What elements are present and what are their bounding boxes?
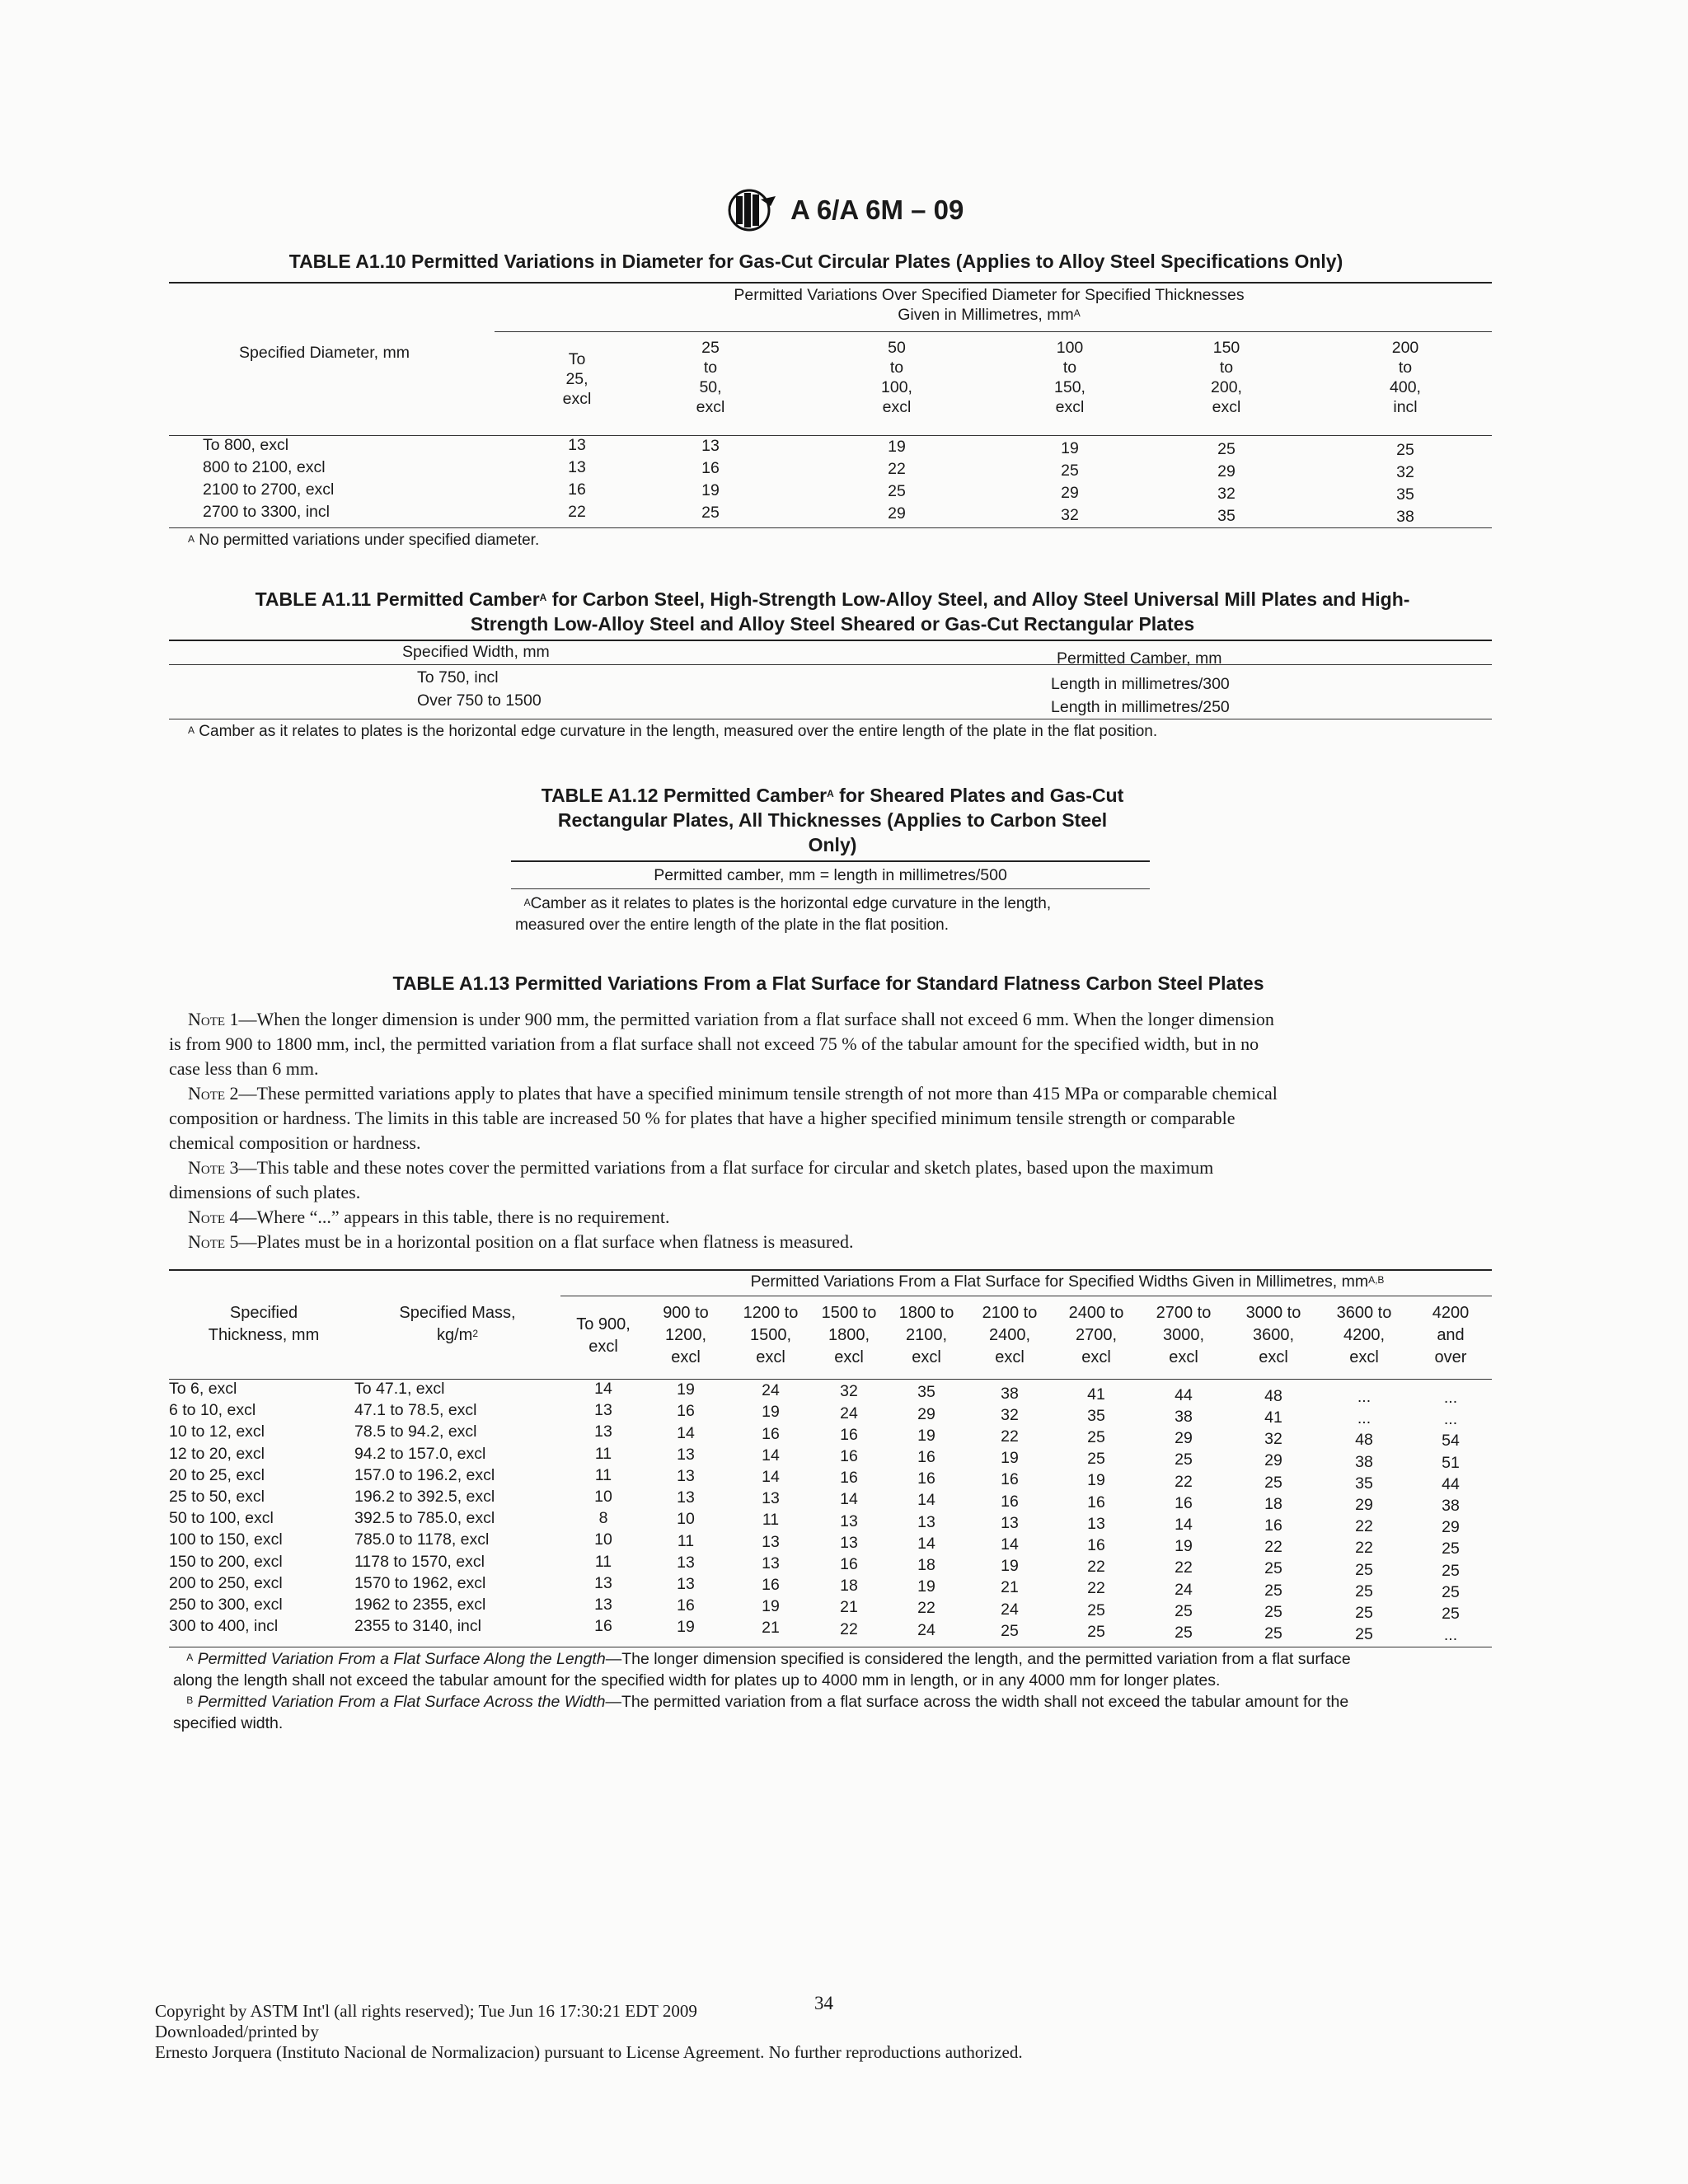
t13-cell: 29 <box>1175 1429 1193 1448</box>
t13-cell: 16 <box>917 1469 935 1488</box>
t13-width-header: 1200 to <box>743 1304 799 1322</box>
t13-note-text: is from 900 to 1800 mm, incl, the permitted variation from a flat surface shall not exceed 75 % of the tabular amount for the specified width, but in no <box>169 1033 1259 1054</box>
t13-cell: 13 <box>594 1573 612 1592</box>
t13-cell: 25 <box>1087 1601 1105 1619</box>
t13-width-header: and <box>1437 1326 1465 1344</box>
t13-cell: 16 <box>1087 1493 1105 1511</box>
t13-cell: 25 <box>1264 1624 1282 1643</box>
t13-cell: 19 <box>1001 1557 1019 1576</box>
t13-cell: 11 <box>677 1531 695 1550</box>
page-number: 34 <box>814 1993 833 2013</box>
t13-cell: 25 <box>1001 1621 1019 1640</box>
t13-cell: 16 <box>840 1554 858 1573</box>
t10-cell: 32 <box>1396 463 1414 481</box>
t13-width-header: 2400, <box>988 1326 1031 1344</box>
t13-cell: ... <box>1357 1409 1372 1428</box>
t13-cell: 22 <box>1087 1579 1105 1598</box>
t13-note-text: —Plates must be in a horizontal position on a flat surface when flatness is measured. <box>238 1231 854 1252</box>
t13-thickness-cell: 20 to 25, excl <box>169 1465 265 1484</box>
t10-row-label: 800 to 2100, excl <box>203 458 326 476</box>
standard-designation: A 6/A 6M – 09 <box>790 194 964 225</box>
t13-cell: 11 <box>594 1552 612 1571</box>
t13-cell: 22 <box>1175 1558 1193 1577</box>
t10-column-header: 400, <box>1390 378 1421 396</box>
t10-column-header: 100, <box>881 378 912 396</box>
t13-cell: 29 <box>917 1404 935 1423</box>
t10-cell: 32 <box>1061 505 1079 524</box>
t13-note-line <box>169 1057 1496 1081</box>
t13-thickness-cell: 150 to 200, excl <box>169 1552 283 1571</box>
t13-cell: 24 <box>917 1620 935 1639</box>
t13-note-label: Note 1 <box>188 1009 239 1029</box>
t13-width-header: 2700 to <box>1156 1304 1212 1322</box>
t13-cell: 14 <box>677 1423 695 1442</box>
t13-note-text: —These permitted variations apply to plates that have a specified minimum tensile strength of not more than 415 MPa or comparable chemical <box>238 1083 1278 1104</box>
t13-width-header: excl <box>588 1338 618 1356</box>
t10-cell: 35 <box>1217 506 1236 525</box>
t10-cell: 35 <box>1396 485 1414 504</box>
t13-cell: 25 <box>1355 1560 1373 1579</box>
t13-cell: 13 <box>840 1533 858 1552</box>
t10-cell: 25 <box>888 482 906 501</box>
t10-column-header: excl <box>1212 398 1241 416</box>
t13-width-header: excl <box>1081 1348 1111 1366</box>
t13-mass-cell: 785.0 to 1178, excl <box>354 1530 490 1549</box>
t13-thickness-cell: 300 to 400, incl <box>169 1617 279 1636</box>
t13-thickness-cell: 50 to 100, excl <box>169 1509 274 1528</box>
t13-note-line <box>169 1131 1496 1155</box>
t13-cell: 25 <box>1175 1601 1193 1620</box>
t13-width-header: 1800 to <box>898 1304 954 1322</box>
t13-cell: 16 <box>762 1424 780 1443</box>
t13-cell: 24 <box>762 1381 780 1400</box>
t13-cell: 13 <box>762 1554 780 1572</box>
t13-cell: 22 <box>1001 1427 1019 1446</box>
t13-cell: 10 <box>594 1530 612 1549</box>
t13-cell: 22 <box>1175 1472 1193 1491</box>
t10-cell: 38 <box>1396 508 1414 526</box>
t13-note-text: chemical composition or hardness. <box>169 1132 421 1153</box>
t13-width-header: excl <box>912 1348 941 1366</box>
t13-cell: 41 <box>1264 1408 1282 1427</box>
t13-cell: 19 <box>1001 1449 1019 1468</box>
table-a1-12-title: TABLE A1.12 Permitted Camber$^A$ for Sheared Plates and Gas-Cut Rectangular Plates, All Thicknesses (Applies to Carbon Steel Only) <box>541 785 1124 855</box>
t13-width-header: excl <box>756 1348 785 1366</box>
t13-cell: 16 <box>1087 1536 1105 1554</box>
t13-cell: 16 <box>677 1596 695 1615</box>
t10-row-label: 2700 to 3300, incl <box>203 503 330 521</box>
t13-cell: 25 <box>1264 1581 1282 1600</box>
t13-cell: 38 <box>1001 1384 1019 1403</box>
t13-cell: 51 <box>1442 1453 1460 1472</box>
t13-cell: 38 <box>1442 1497 1460 1515</box>
t13-cell: 25 <box>1175 1451 1193 1469</box>
t13-mass-cell: 392.5 to 785.0, excl <box>354 1509 495 1528</box>
t13-cell: 19 <box>917 1426 935 1445</box>
t13-cell: 54 <box>1442 1432 1460 1451</box>
t13-cell: 41 <box>1087 1385 1105 1404</box>
t13-cell: 16 <box>594 1617 612 1636</box>
t13-mass-cell: 196.2 to 392.5, excl <box>354 1488 495 1506</box>
t13-thickness-cell: 200 to 250, excl <box>169 1573 283 1592</box>
t13-note-line <box>188 1155 1515 1180</box>
t13-width-header: 3000, <box>1162 1326 1205 1344</box>
t13-cell: 13 <box>762 1532 780 1551</box>
t13-cell: 25 <box>1087 1622 1105 1641</box>
t10-column-header: excl <box>562 390 592 408</box>
t13-cell: 16 <box>1001 1470 1019 1489</box>
t13-mass-cell: 78.5 to 94.2, excl <box>354 1422 477 1441</box>
t13-thickness-cell: 250 to 300, excl <box>169 1596 283 1614</box>
t13-cell: 18 <box>917 1556 935 1574</box>
t13-footnote-a: $^A$ Permitted Variation From a Flat Surface Along the Length—The longer dimension specified is considered the length, and the permitted variation from a flat surface along the length shall not exceed the tabular amount for the specified width for plates up to 4000 mm in length, or in any 4000 mm for longer plates. $^B$ Permitted Variation From a Flat Surface Across the Width—The permitted variation from a flat surface across the width shall not exceed the tabular amount for the specified width. <box>173 1650 1351 1732</box>
t13-cell: 25 <box>1087 1428 1105 1446</box>
t13-note-text: composition or hardness. The limits in this table are increased 50 % for plates that have a higher specified minimum tensile strength or comparable <box>169 1108 1236 1128</box>
t10-column-header: excl <box>696 398 725 416</box>
t13-cell: 10 <box>677 1510 695 1529</box>
t10-column-header: 50, <box>699 378 722 396</box>
t10-footnote: $^A$ No permitted variations under specified diameter. <box>188 532 540 549</box>
t13-cell: 13 <box>677 1445 695 1464</box>
table-a1-10-title: TABLE A1.10 Permitted Variations in Diameter for Gas-Cut Circular Plates (Applies to Alloy Steel Specifications Only) <box>288 251 1343 272</box>
t13-cell: 38 <box>1175 1407 1193 1426</box>
t13-cell: 32 <box>840 1382 858 1401</box>
t13-cell: ... <box>1357 1387 1372 1406</box>
t11-row1-width: To 750, incl <box>417 668 499 687</box>
t13-cell: 22 <box>1087 1558 1105 1577</box>
t10-column-header: 50 <box>888 339 906 357</box>
t13-cell: 16 <box>840 1425 858 1444</box>
t13-cell: 16 <box>677 1402 695 1421</box>
t13-cell: 25 <box>1087 1450 1105 1469</box>
t10-cell: 25 <box>1396 441 1414 459</box>
t13-cell: 25 <box>1264 1559 1282 1578</box>
t13-cell: 32 <box>1001 1405 1019 1424</box>
t13-cell: 24 <box>1175 1580 1193 1599</box>
t10-column-header: 100 <box>1056 339 1084 357</box>
t13-note-text: —Where “...” appears in this table, there is no requirement. <box>238 1207 670 1227</box>
t13-mass-cell: 2355 to 3140, incl <box>354 1617 481 1636</box>
t13-note-label: Note 2 <box>188 1083 239 1104</box>
t13-note-line <box>169 1032 1496 1057</box>
t10-cell: 22 <box>568 503 586 521</box>
t13-note-line <box>188 1230 1515 1254</box>
t13-width-header: excl <box>834 1348 864 1366</box>
t13-cell: 8 <box>598 1509 608 1528</box>
t13-cell: ... <box>1443 1410 1458 1429</box>
t13-cell: 44 <box>1442 1474 1460 1493</box>
t13-cell: ... <box>1443 1626 1458 1645</box>
t13-cell: 25 <box>1442 1605 1460 1623</box>
t13-cell: 21 <box>762 1619 780 1638</box>
t13-thickness-cell: 10 to 12, excl <box>169 1422 265 1441</box>
t10-span-header-2: Given in Millimetres, $mm^A$ <box>898 306 1081 324</box>
t13-width-header: 4200, <box>1343 1326 1386 1344</box>
t13-thickness-cell: To 6, excl <box>169 1380 237 1398</box>
t13-cell: 14 <box>762 1446 780 1465</box>
t13-cell: 16 <box>840 1469 858 1488</box>
t13-cell: 19 <box>677 1380 695 1399</box>
t13-cell: 22 <box>840 1619 858 1638</box>
t11-col-camber: Permitted Camber, mm <box>1057 649 1222 668</box>
t13-cell: 18 <box>1264 1494 1282 1513</box>
t13-cell: 25 <box>1264 1473 1282 1492</box>
t13-width-header: excl <box>1169 1348 1198 1366</box>
t13-cell: 14 <box>917 1534 935 1553</box>
t13-cell: 13 <box>594 1422 612 1441</box>
t13-cell: 48 <box>1264 1386 1282 1405</box>
t13-width-header: 2700, <box>1075 1326 1118 1344</box>
t10-row-label: To 800, excl <box>203 436 289 454</box>
t10-cell: 29 <box>1217 462 1236 480</box>
t11-col-width: Specified Width, mm <box>402 643 550 661</box>
t13-width-header: 3000 to <box>1245 1304 1301 1322</box>
t11-row2-width: Over 750 to 1500 <box>417 691 542 710</box>
t13-width-header: excl <box>1349 1348 1379 1366</box>
t13-note-line <box>169 1180 1496 1205</box>
t13-cell: 13 <box>917 1512 935 1531</box>
t13-cell: 14 <box>917 1491 935 1510</box>
t13-cell: 13 <box>1001 1513 1019 1532</box>
t13-cell: ... <box>1443 1389 1458 1407</box>
t13-note-text: dimensions of such plates. <box>169 1182 361 1202</box>
t13-cell: 29 <box>1264 1451 1282 1470</box>
t13-mass-header: Specified Mass, $kg/m^2$ <box>399 1304 516 1344</box>
t10-cell: 16 <box>701 459 720 478</box>
t13-thickness-cell: 12 to 20, excl <box>169 1444 265 1463</box>
t10-cell: 13 <box>568 458 586 476</box>
t13-cell: 13 <box>1087 1514 1105 1533</box>
t13-width-header: excl <box>995 1348 1025 1366</box>
t13-mass-cell: 157.0 to 196.2, excl <box>354 1465 495 1484</box>
t13-cell: 13 <box>677 1488 695 1507</box>
t13-note-line <box>188 1007 1515 1032</box>
t13-cell: 25 <box>1355 1625 1373 1644</box>
t13-note-text: —When the longer dimension is under 900 mm, the permitted variation from a flat surface shall not exceed 6 mm. When the longer dimension <box>238 1009 1274 1029</box>
t13-cell: 35 <box>1087 1406 1105 1425</box>
t13-note-label: Note 5 <box>188 1231 239 1252</box>
t13-width-header: 1500, <box>749 1326 792 1344</box>
t11-row1-camber: Length in millimetres/300 <box>1051 675 1230 693</box>
t13-width-header: 1800, <box>828 1326 870 1344</box>
t13-cell: 11 <box>594 1444 612 1463</box>
t10-column-header: 200, <box>1211 378 1242 396</box>
t13-cell: 29 <box>1442 1518 1460 1537</box>
t13-cell: 25 <box>1355 1582 1373 1601</box>
t13-cell: 22 <box>1355 1517 1373 1536</box>
t10-cell: 29 <box>1061 483 1079 502</box>
t13-cell: 25 <box>1175 1623 1193 1642</box>
t13-cell: 25 <box>1442 1561 1460 1580</box>
t10-column-header: 150 <box>1212 339 1240 357</box>
t13-cell: 10 <box>594 1488 612 1506</box>
t13-width-header: excl <box>1259 1348 1288 1366</box>
t13-cell: 22 <box>917 1599 935 1618</box>
t13-cell: 14 <box>1001 1535 1019 1554</box>
t13-width-header: 1500 to <box>821 1304 877 1322</box>
t13-width-header: 2100 to <box>982 1304 1038 1322</box>
t13-width-header: 900 to <box>663 1304 709 1322</box>
t10-column-header: 200 <box>1391 339 1419 357</box>
t10-column-header: excl <box>1055 398 1085 416</box>
t13-cell: 29 <box>1355 1495 1373 1514</box>
t13-cell: 14 <box>762 1468 780 1486</box>
t13-cell: 13 <box>840 1511 858 1530</box>
t13-mass-cell: 1178 to 1570, excl <box>354 1552 485 1571</box>
t13-cell: 35 <box>1355 1474 1373 1493</box>
t13-cell: 19 <box>762 1403 780 1422</box>
t13-cell: 25 <box>1442 1582 1460 1601</box>
t13-cell: 48 <box>1355 1431 1373 1450</box>
t13-cell: 19 <box>762 1597 780 1616</box>
t13-cell: 13 <box>594 1596 612 1614</box>
t13-cell: 14 <box>840 1490 858 1509</box>
t10-cell: 16 <box>568 480 586 499</box>
t13-cell: 21 <box>840 1598 858 1617</box>
t13-note-text: —This table and these notes cover the permitted variations from a flat surface for circular and sketch plates, based upon the maximum <box>238 1157 1214 1178</box>
t12-footnote: $^A$Camber as it relates to plates is the horizontal edge curvature in the length, measured over the entire length of the plate in the flat position. <box>515 895 1052 934</box>
t10-column-header: incl <box>1393 398 1418 416</box>
t10-column-header: to <box>1062 359 1077 377</box>
t10-cell: 19 <box>888 438 906 457</box>
t13-mass-cell: 47.1 to 78.5, excl <box>354 1401 477 1420</box>
t13-width-header: 1200, <box>664 1326 707 1344</box>
t13-mass-cell: To 47.1, excl <box>354 1380 445 1398</box>
t13-cell: 19 <box>677 1618 695 1637</box>
t10-cell: 32 <box>1217 484 1236 503</box>
t13-note-line <box>169 1106 1496 1131</box>
astm-logo-icon <box>724 188 779 232</box>
t11-footnote: $^A$ Camber as it relates to plates is the horizontal edge curvature in the length, measured over the entire length of the plate in the flat position. <box>188 723 1158 740</box>
t13-cell: 13 <box>594 1401 612 1420</box>
t13-cell: 25 <box>1264 1602 1282 1621</box>
t13-width-header: 4200 <box>1432 1304 1470 1322</box>
t13-cell: 11 <box>762 1511 780 1530</box>
t13-thickness-cell: 6 to 10, excl <box>169 1401 256 1420</box>
t13-span-header: Permitted Variations From a Flat Surface for Specified Widths Given in Millimetres, $mm^{A,B}$ <box>750 1272 1385 1291</box>
t13-note-line <box>188 1205 1515 1230</box>
t13-width-header: 3600 to <box>1336 1304 1392 1322</box>
t10-cell: 13 <box>568 436 586 454</box>
t13-cell: 16 <box>917 1448 935 1466</box>
t13-cell: 21 <box>1001 1578 1019 1597</box>
t10-cell: 13 <box>701 437 720 456</box>
t13-note-line <box>188 1081 1515 1106</box>
t10-column-header: 25, <box>565 370 588 388</box>
t13-cell: 16 <box>1175 1493 1193 1512</box>
t13-mass-cell: 1962 to 2355, excl <box>354 1596 486 1614</box>
t12-formula: Permitted camber, mm = length in millimetres/500 <box>654 866 1007 884</box>
t10-column-header: 25 <box>701 339 720 357</box>
t13-cell: 16 <box>1264 1516 1282 1535</box>
t11-row2-camber: Length in millimetres/250 <box>1051 698 1230 716</box>
t13-cell: 13 <box>677 1466 695 1485</box>
t13-note-text: case less than 6 mm. <box>169 1058 319 1079</box>
copyright-footer: Copyright by ASTM Int'l (all rights reserved); Tue Jun 16 17:30:21 EDT 2009 Downloaded/printed by Ernesto Jorquera (Instituto Nacional de Normalizacion) pursuant to License Agreement. No further reproductions authorized. <box>155 2001 1023 2062</box>
t10-column-header: to <box>703 359 718 377</box>
t13-width-header: 3600, <box>1252 1326 1295 1344</box>
t13-cell: 22 <box>1355 1539 1373 1558</box>
t13-cell: 11 <box>594 1465 612 1484</box>
t13-cell: 16 <box>1001 1492 1019 1511</box>
t13-cell: 32 <box>1264 1430 1282 1449</box>
t10-column-header: to <box>1219 359 1234 377</box>
t10-cell: 29 <box>888 504 906 523</box>
t13-cell: 14 <box>594 1380 612 1398</box>
t10-cell: 22 <box>888 460 906 479</box>
t13-mass-cell: 1570 to 1962, excl <box>354 1573 486 1592</box>
t13-cell: 22 <box>1264 1538 1282 1557</box>
table-a1-13-title: TABLE A1.13 Permitted Variations From a Flat Surface for Standard Flatness Carbon Steel Plates <box>392 972 1264 994</box>
t13-thickness-cell: 25 to 50, excl <box>169 1488 265 1506</box>
t13-cell: 13 <box>677 1574 695 1593</box>
t10-cell: 19 <box>1061 438 1079 457</box>
t13-cell: 25 <box>1442 1540 1460 1558</box>
t13-cell: 25 <box>1355 1603 1373 1622</box>
t10-cell: 25 <box>1217 439 1236 458</box>
t13-cell: 16 <box>762 1576 780 1594</box>
t10-column-header: 150, <box>1054 378 1085 396</box>
t10-cell: 25 <box>701 504 720 523</box>
t10-cell: 19 <box>701 481 720 500</box>
t13-thickness-header: Specified Thickness, mm <box>208 1304 320 1344</box>
t13-note-label: Note 4 <box>188 1207 239 1227</box>
t13-note-label: Note 3 <box>188 1157 239 1178</box>
t13-cell: 19 <box>1087 1471 1105 1490</box>
t13-cell: 44 <box>1175 1385 1193 1404</box>
t10-row-label: 2100 to 2700, excl <box>203 480 335 499</box>
t13-cell: 14 <box>1175 1515 1193 1534</box>
t13-width-header: To 900, <box>576 1315 631 1333</box>
t13-width-header: 2400 to <box>1068 1304 1124 1322</box>
t13-cell: 35 <box>917 1383 935 1402</box>
table-a1-11-title: TABLE A1.11 Permitted Camber$^A$ for Carbon Steel, High-Strength Low-Alloy Steel, and Alloy Steel Universal Mill Plates and High- Strength Low-Alloy Steel and Alloy Steel Sheared or Gas-Cut Rectangular Plates <box>255 588 1410 635</box>
t10-column-header: to <box>889 359 904 377</box>
t13-mass-cell: 94.2 to 157.0, excl <box>354 1444 486 1463</box>
t13-cell: 19 <box>917 1577 935 1596</box>
t13-cell: 38 <box>1355 1452 1373 1471</box>
t13-cell: 13 <box>762 1489 780 1508</box>
t10-column-header: to <box>1398 359 1413 377</box>
t10-column-header: excl <box>882 398 912 416</box>
t13-cell: 13 <box>677 1553 695 1572</box>
t13-cell: 18 <box>840 1577 858 1596</box>
t13-cell: 24 <box>840 1404 858 1422</box>
t10-cell: 25 <box>1061 461 1079 480</box>
t13-width-header: over <box>1434 1348 1467 1366</box>
t10-span-header-1: Permitted Variations Over Specified Diameter for Specified Thicknesses <box>734 286 1245 304</box>
t13-cell: 16 <box>840 1446 858 1465</box>
t13-cell: 24 <box>1001 1600 1019 1619</box>
t13-thickness-cell: 100 to 150, excl <box>169 1530 283 1549</box>
document-header <box>0 188 1688 232</box>
t10-row-header: Specified Diameter, mm <box>239 344 410 362</box>
t13-cell: 19 <box>1175 1537 1193 1556</box>
t13-width-header: excl <box>671 1348 701 1366</box>
t13-width-header: 2100, <box>905 1326 948 1344</box>
t10-column-header: To <box>568 350 586 368</box>
